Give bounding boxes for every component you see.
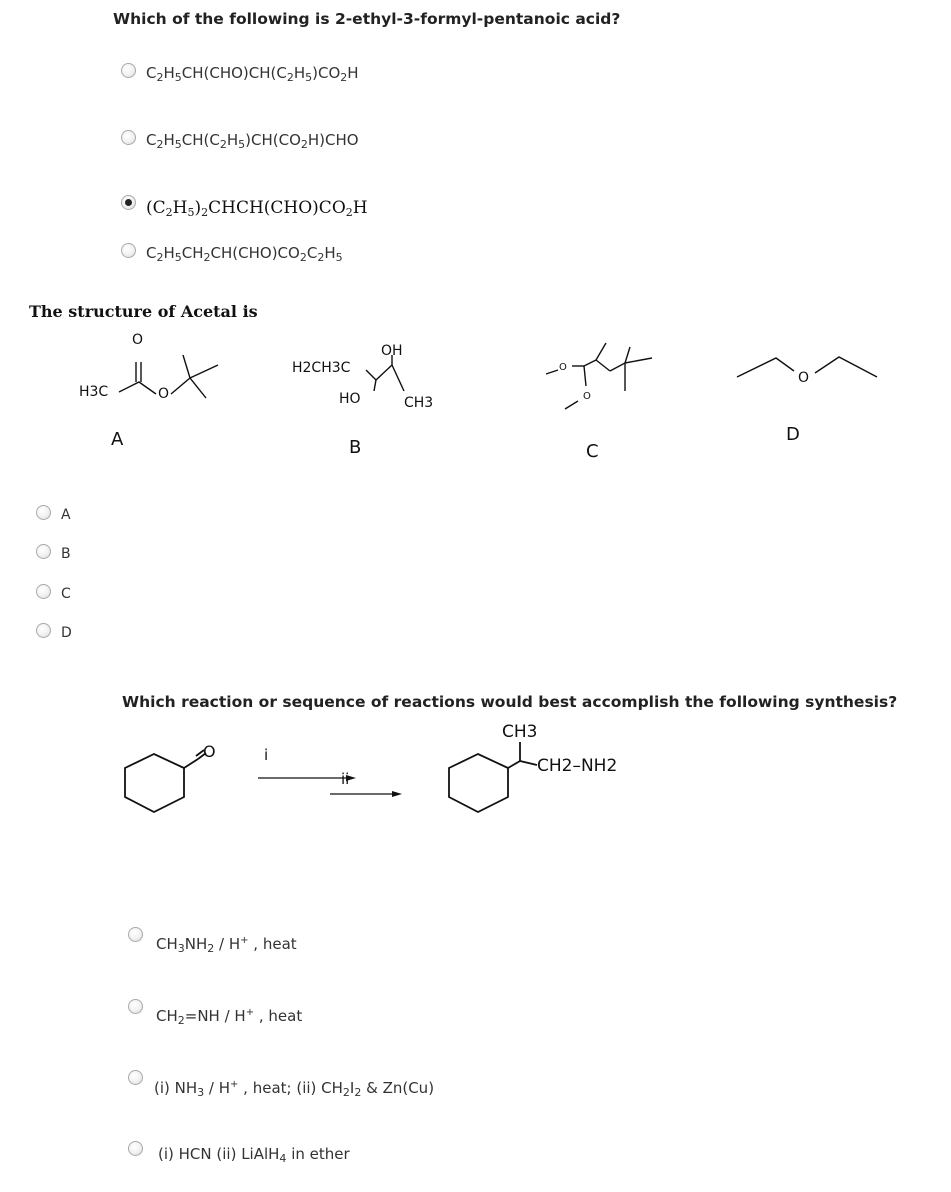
q2-option-c-label[interactable]: C [61, 586, 71, 602]
structure-b-ho: HO [339, 391, 361, 407]
structure-b-ch3: CH3 [404, 395, 434, 411]
q2-option-a-radio[interactable] [36, 505, 51, 520]
q3-option-4-label[interactable]: (i) HCN (ii) LiAlH$_4$ in ether [158, 1145, 350, 1165]
question-2-title: The structure of Acetal is [29, 302, 258, 321]
q3-option-1-label[interactable]: $CH_3NH_2 / H^+$ , heat [156, 935, 297, 955]
arrow-label-i: i [264, 746, 269, 764]
q1-option-1-label[interactable]: $C_2H_5CH(CHO)CH(C_2H_5)CO_2H$ [146, 64, 359, 84]
acetal-structures-figure [0, 325, 951, 465]
reactant-o: O [203, 742, 216, 761]
q1-option-4-label[interactable]: $C_2H_5CH_2CH(CHO)CO_2C_2H_5$ [146, 244, 343, 264]
reaction-arrows [258, 775, 402, 797]
structure-c-o2: O [583, 391, 591, 402]
q3-option-2-radio[interactable] [128, 999, 143, 1014]
product-ch3: CH3 [502, 722, 538, 742]
q3-option-4-radio[interactable] [128, 1141, 143, 1156]
q2-option-b-radio[interactable] [36, 544, 51, 559]
structure-b-molecule [366, 355, 404, 391]
synthesis-scheme-figure [100, 715, 700, 825]
q3-option-3-label[interactable]: (i) $NH_3 / H^+$ , heat; (ii) $CH_2I_2$ & Zn(Cu) [154, 1079, 435, 1099]
q3-option-2-label[interactable]: $CH_2=NH / H^+$ , heat [156, 1007, 303, 1027]
q2-option-c-radio[interactable] [36, 584, 51, 599]
q1-option-1-radio[interactable] [121, 63, 136, 78]
q2-option-a-label[interactable]: A [61, 507, 71, 523]
q2-option-b-label[interactable]: B [61, 546, 71, 562]
q1-option-2-radio[interactable] [121, 130, 136, 145]
structure-c-o1: O [559, 362, 567, 373]
structure-c-molecule [546, 343, 652, 409]
q1-option-3-radio[interactable] [121, 195, 136, 210]
arrow-label-ii: ii [341, 770, 350, 788]
product-ch2nh2: CH2–NH2 [537, 756, 618, 776]
product-molecule [449, 742, 537, 812]
q2-option-d-radio[interactable] [36, 623, 51, 638]
reactant-molecule [125, 750, 206, 812]
q1-option-4-radio[interactable] [121, 243, 136, 258]
q2-option-d-label[interactable]: D [61, 625, 72, 641]
structure-b-oh: OH [381, 343, 403, 359]
q1-option-3-label[interactable]: $(C_2H_5)_2CHCH(CHO)CO_2H$ [146, 198, 368, 219]
structure-label-d: D [786, 424, 800, 445]
structure-a-h3c: H3C [79, 384, 109, 400]
question-1-title: Which of the following is 2-ethyl-3-formyl-pentanoic acid? [113, 10, 621, 28]
structure-label-a: A [111, 429, 124, 450]
structure-label-c: C [586, 441, 599, 462]
q1-option-2-label[interactable]: $C_2H_5CH(C_2H_5)CH(CO_2H)CHO$ [146, 131, 359, 151]
q3-option-1-radio[interactable] [128, 927, 143, 942]
structure-label-b: B [349, 437, 362, 458]
structure-d-o: O [798, 370, 810, 386]
structure-a-o-top: O [132, 332, 144, 348]
structure-a-o: O [158, 386, 170, 402]
question-3-title: Which reaction or sequence of reactions would best accomplish the following synthesis? [122, 693, 898, 711]
structure-b-h2ch3c: H2CH3C [292, 360, 351, 376]
q3-option-3-radio[interactable] [128, 1070, 143, 1085]
